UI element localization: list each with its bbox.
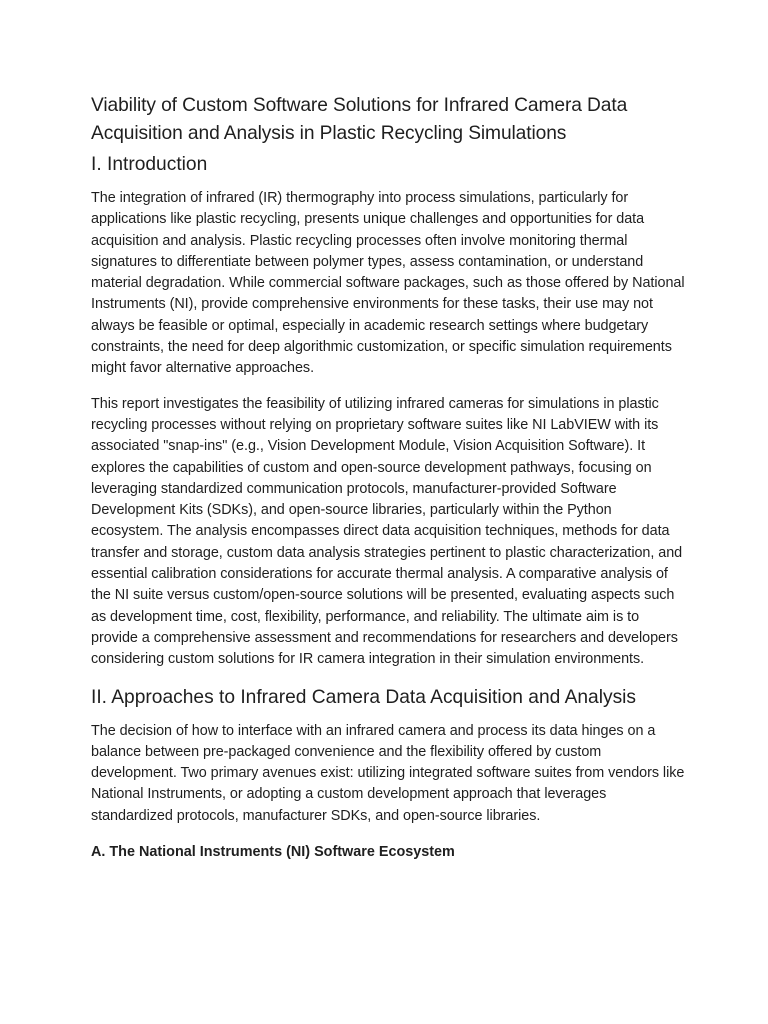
subsection-heading-ni-ecosystem: A. The National Instruments (NI) Software Ecosystem <box>91 844 455 861</box>
paragraph: This report investigates the feasibility of utilizing infrared cameras for simulations in plastic recycling processes without relying on proprietary software suites like NI LabVIEW with its associated "snap-ins" (e.g., Vision Development Module, Vision Acquisition Software). It explores the capabilities of custom and open-source development pathways, focusing on leveraging standardized communication protocols, manufacturer-provided Software Development Kits (SDKs), and open-source libraries, particularly within the Python ecosystem. The analysis encompasses direct data acquisition techniques, methods for data transfer and storage, custom data analysis strategies pertinent to plastic characterization, and essential calibration considerations for accurate thermal analysis. A comparative analysis of the NI suite versus custom/open-source solutions will be presented, evaluating aspects such as development time, cost, flexibility, performance, and reliability. The ultimate aim is to provide a comprehensive assessment and recommendations for researchers and developers considering custom solutions for IR camera integration in their simulation environments. <box>91 395 683 668</box>
paragraph: The integration of infrared (IR) thermography into process simulations, particularly for applications like plastic recycling, presents unique challenges and opportunities for data acquisition and analysis. Plastic recycling processes often involve monitoring thermal signatures to differentiate between polymer types, assess contamination, or understand material degradation. While commercial software packages, such as those offered by National Instruments (NI), provide comprehensive environments for these tasks, their use may not always be feasible or optimal, especially in academic research settings where budgetary constraints, the need for deep algorithmic customization, or specific simulation requirements might favor alternative approaches. <box>91 190 685 377</box>
paragraph: The decision of how to interface with an infrared camera and process its data hinges on a balance between pre-packaged convenience and the flexibility offered by custom development. Two primary avenues exist: utilizing integrated software suites from vendors like National Instruments, or adopting a custom development approach that leverages standardized protocols, manufacturer SDKs, and open-source libraries. <box>91 722 685 824</box>
section-heading-approaches: II. Approaches to Infrared Camera Data Acquisition and Analysis <box>91 686 637 708</box>
section-heading-introduction: I. Introduction <box>91 154 208 175</box>
document-title: Viability of Custom Software Solutions for Infrared Camera Data Acquisition and Analysis in Plastic Recycling Simulations <box>91 95 628 144</box>
document-page <box>91 92 687 863</box>
